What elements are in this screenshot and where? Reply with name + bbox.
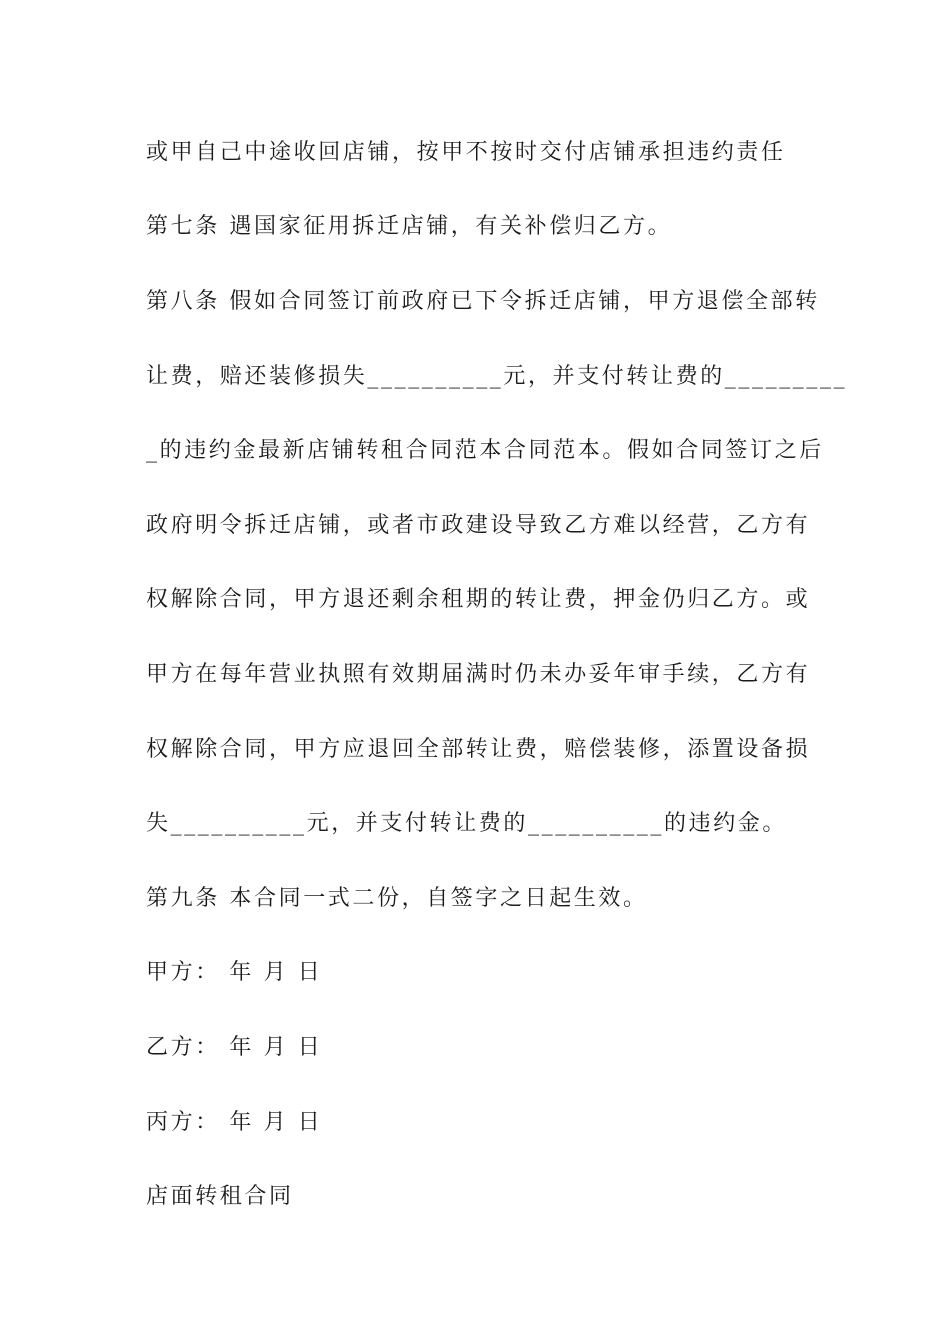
text-line: 失__________元，并支付转让费的__________的违约金。 bbox=[146, 811, 788, 836]
text-line: 权解除合同，甲方应退回全部转让费，赔偿装修，添置设备损 bbox=[146, 737, 811, 762]
text-line: 让费，赔还装修损失__________元，并支付转让费的_________ bbox=[146, 364, 848, 389]
signature-line-party-c: 丙方： 年 月 日 bbox=[146, 1110, 323, 1135]
text-line: 权解除合同，甲方退还剩余租期的转让费，押金仍归乙方。或 bbox=[146, 587, 811, 612]
text-line: 政府明令拆迁店铺，或者市政建设导致乙方难以经营，乙方有 bbox=[146, 513, 811, 538]
text-line: 第八条 假如合同签订前政府已下令拆迁店铺，甲方退偿全部转 bbox=[146, 289, 820, 314]
document-title: 店面转租合同 bbox=[146, 1184, 294, 1209]
text-line: 第七条 遇国家征用拆迁店铺，有关补偿归乙方。 bbox=[146, 214, 673, 239]
text-line: 第九条 本合同一式二份，自签字之日起生效。 bbox=[146, 886, 648, 911]
text-line: 或甲自己中途收回店铺，按甲不按时交付店铺承担违约责任 bbox=[146, 140, 786, 165]
text-line: _的违约金最新店铺转租合同范本合同范本。假如合同签订之后 bbox=[146, 438, 824, 463]
text-line: 甲方在每年营业执照有效期届满时仍未办妥年审手续，乙方有 bbox=[146, 662, 811, 687]
signature-line-party-b: 乙方： 年 月 日 bbox=[146, 1035, 323, 1060]
signature-line-party-a: 甲方： 年 月 日 bbox=[146, 960, 323, 985]
